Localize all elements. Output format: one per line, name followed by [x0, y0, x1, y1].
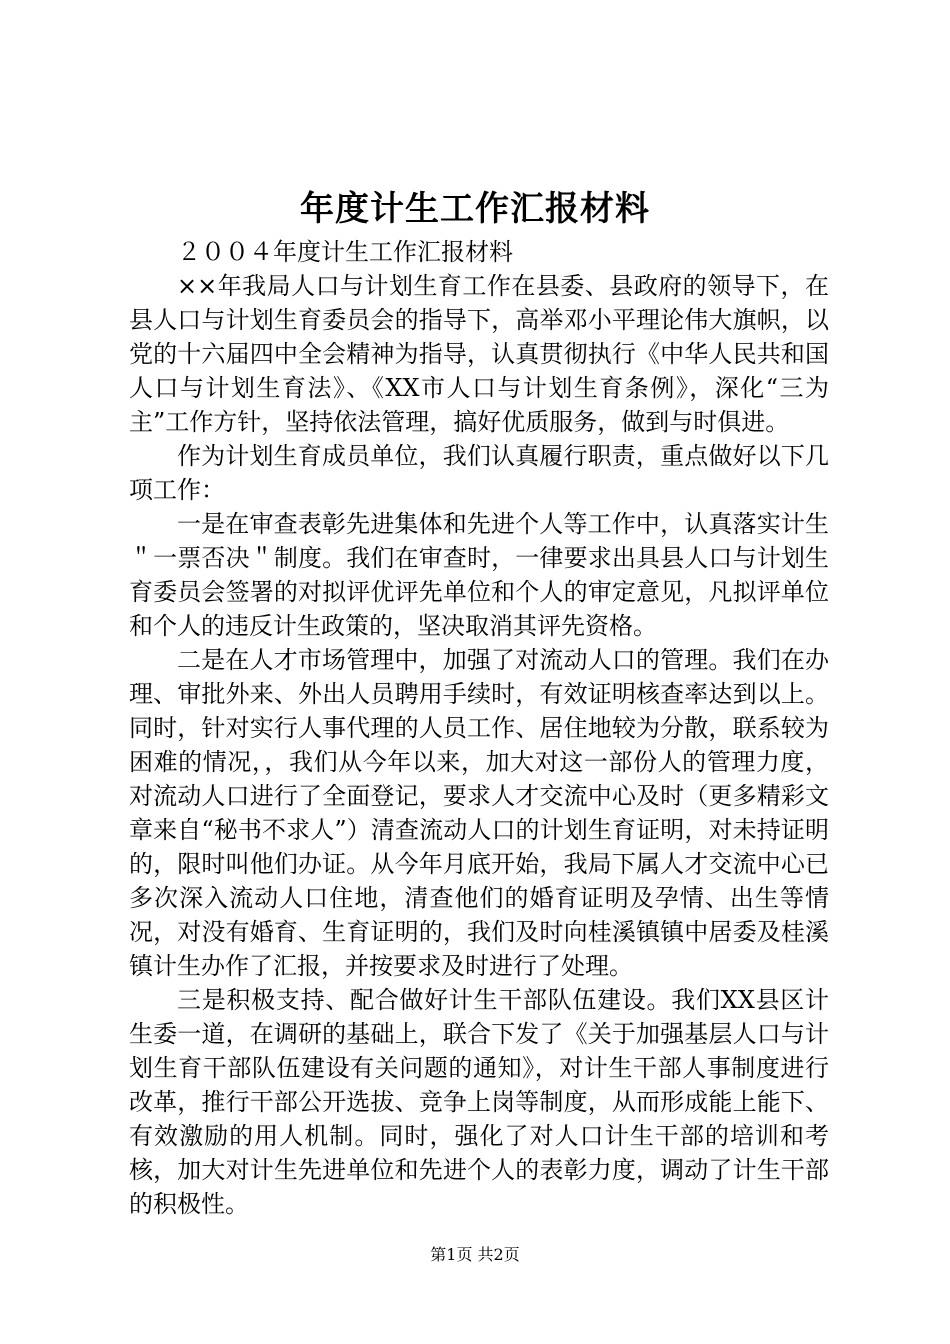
body-paragraph: 三是积极支持、配合做好计生干部队伍建设。我们XX县区计生委一道，在调研的基础上，联合下发了《关于加强基层人口与计划生育干部队伍建设有关问题的通知》，对计生干部人事制度进行改革，推行干部公开选拔、竞争上岗等制度，从而形成能上能下、有效激励的用人机制。同时，强化了对人口计生干部的培训和考核，加大对计生先进单位和先进个人的表彰力度，调动了计生干部的积极性。 — [129, 986, 829, 1218]
body-paragraph: 一是在审查表彰先进集体和先进个人等工作中，认真落实计生＂一票否决＂制度。我们在审查时，一律要求出具县人口与计划生育委员会签署的对拟评优评先单位和个人的审定意见，凡拟评单位和个人的违反计生政策的，坚决取消其评先资格。 — [129, 510, 829, 640]
document-title: 年度计生工作汇报材料 — [300, 189, 650, 229]
body-paragraph: ２００４年度计生工作汇报材料 — [177, 238, 513, 266]
page-number-footer: 第1页 共2页 — [430, 1245, 520, 1264]
body-paragraph: 作为计划生育成员单位，我们认真履行职责，重点做好以下几项工作： — [129, 442, 829, 504]
body-paragraph: ××年我局人口与计划生育工作在县委、县政府的领导下，在县人口与计划生育委员会的指导下，高举邓小平理论伟大旗帜，以党的十六届四中全会精神为指导，认真贯彻执行《中华人民共和国人口与计划生育法》、《XX市人口与计划生育条例》，深化“三为主”工作方针，坚持依法管理，搞好优质服务，做到与时俱进。 — [129, 272, 829, 436]
body-paragraph: 二是在人才市场管理中，加强了对流动人口的管理。我们在办理、审批外来、外出人员聘用手续时，有效证明核查率达到以上。同时，针对实行人事代理的人员工作、居住地较为分散，联系较为困难的情况，，我们从今年以来，加大对这一部份人的管理力度，对流动人口进行了全面登记，要求人才交流中心及时（更多精彩文章来自“秘书不求人”）清查流动人口的计划生育证明，对未持证明的，限时叫他们办证。从今年月底开始，我局下属人才交流中心已多次深入流动人口住地，清查他们的婚育证明及孕情、出生等情况，对没有婚育、生育证明的，我们及时向桂溪镇镇中居委及桂溪镇计生办作了汇报，并按要求及时进行了处理。 — [129, 646, 829, 980]
document-body — [129, 235, 829, 1221]
